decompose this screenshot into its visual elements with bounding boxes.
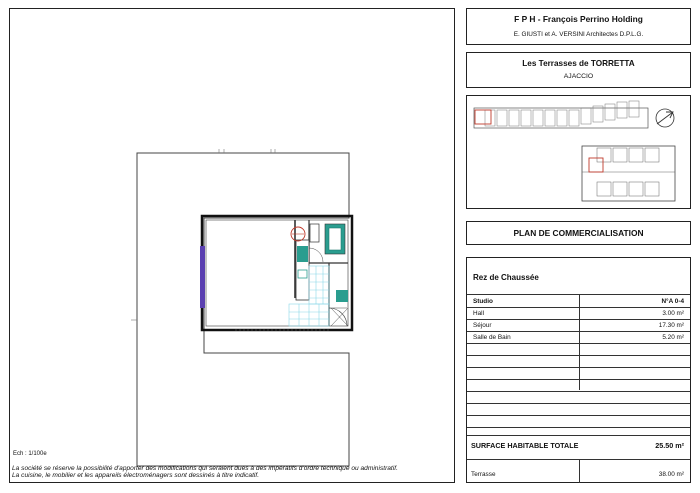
project-name: Les Terrasses de TORRETTA: [522, 59, 635, 68]
company-name: F P H - François Perrino Holding: [514, 14, 643, 24]
room-area: 5.20 m²: [662, 334, 684, 341]
architects: E. GIUSTI et A. VERSINI Architectes D.P.L.G.: [513, 31, 644, 38]
disclaimer-line-2: La cuisine, le mobilier et les appareils électroménagers sont dessinés à titre indicatif.: [12, 472, 260, 480]
disclaimer-line-1: La société se réserve la possibilité d'apporter des modifications qui seraient dues à des impératifs d'ordre technique ou administratif.: [12, 465, 398, 472]
company-header: [466, 8, 691, 45]
unit-details-table: [466, 257, 691, 483]
window: [200, 246, 205, 308]
room-area: 3.00 m²: [662, 310, 684, 317]
project-city: AJACCIO: [563, 73, 594, 80]
floor-plan-drawing: [9, 8, 455, 483]
total-value: 25.50 m²: [655, 441, 684, 450]
terrace-value: 38.00 m²: [658, 471, 684, 478]
site-map-drawing: [467, 96, 690, 208]
room-name: Hall: [473, 310, 485, 317]
terrace-label: Terrasse: [471, 471, 496, 478]
unit-number: N°A 0-4: [661, 298, 684, 305]
project-header: [466, 52, 691, 88]
room-name: Séjour: [473, 322, 492, 329]
floor-label: Rez de Chaussée: [473, 273, 539, 282]
room-name: Salle de Bain: [473, 334, 511, 341]
disclaimer: [12, 465, 452, 479]
floor-plan-frame: [9, 8, 455, 483]
document-title-box: [466, 221, 691, 245]
room-area: 17.30 m²: [658, 322, 684, 329]
unit-type: Studio: [473, 298, 493, 305]
site-map: [466, 95, 691, 209]
scale-label: Ech : 1/100e: [13, 451, 47, 457]
document-title: PLAN DE COMMERCIALISATION: [513, 228, 644, 238]
total-label: SURFACE HABITABLE TOTALE: [471, 441, 579, 450]
